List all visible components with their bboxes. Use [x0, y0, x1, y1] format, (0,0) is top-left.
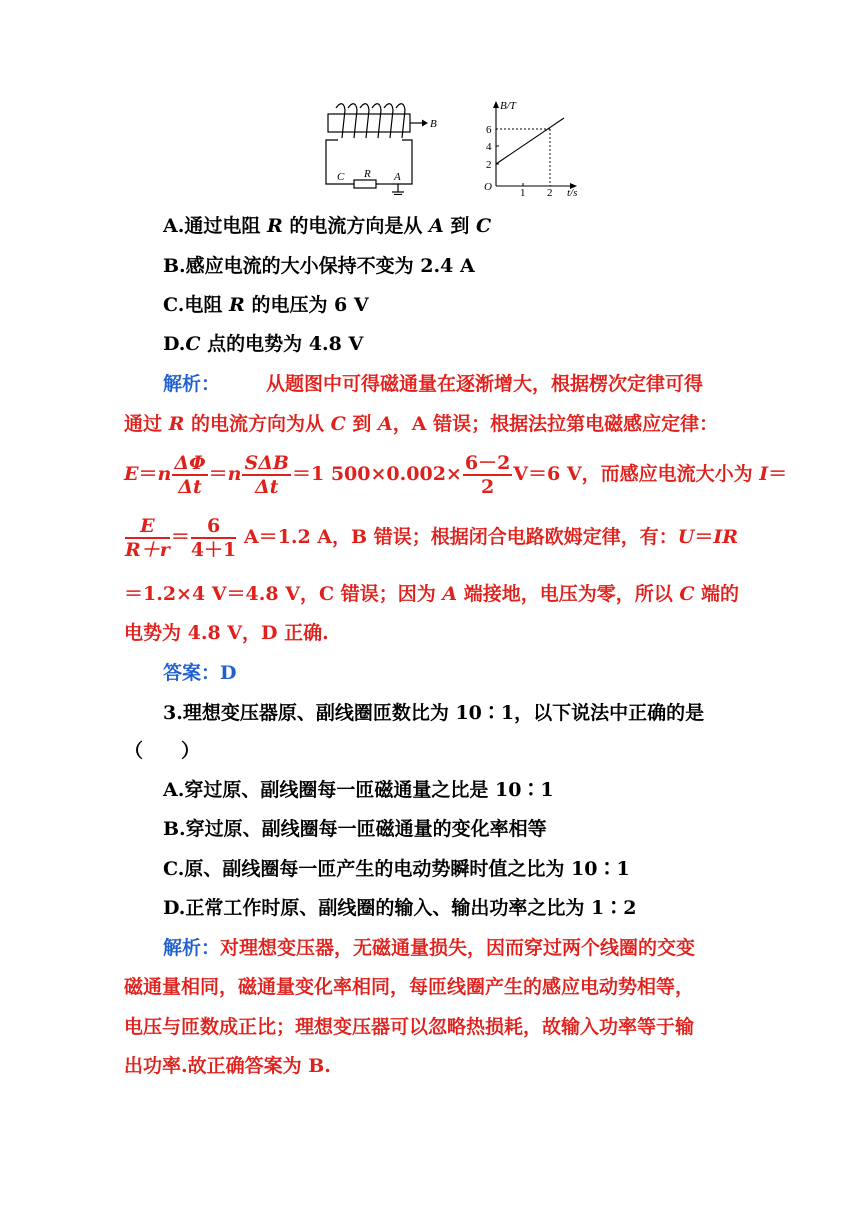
q3-option-c: C.原、副线圈每一匝产生的电动势瞬时值之比为 10∶1: [163, 858, 630, 880]
x-axis-label: t/s: [567, 187, 578, 198]
q2-analysis-line-1: 解析： 从题图中可得磁通量在逐渐增大，根据楞次定律可得: [163, 373, 704, 395]
y-tick-2: 2: [486, 159, 492, 171]
q2-option-b: B.感应电流的大小保持不变为 2.4 A: [163, 255, 475, 277]
q2-analysis-line-2: 通过 R 的电流方向为从 C 到 A，A 错误；根据法拉第电磁感应定律：: [124, 413, 719, 435]
q3-stem-1: 3.理想变压器原、副线圈匝数比为 10∶1，以下说法中正确的是: [163, 702, 705, 724]
origin-label: O: [484, 181, 492, 193]
fraction-dphi-dt: $\frac{\Delta\Phi}{\Delta t}$: [174, 452, 206, 498]
q2-analysis-line-5: ＝1.2×4 V＝4.8 V，C 错误；因为 A 端接地，电压为零，所以 C 端的: [124, 583, 740, 605]
label-a: A: [394, 171, 401, 183]
q3-stem-2: （ ）: [124, 740, 201, 762]
q2-option-a: A.通过电阻 R 的电流方向是从 A 到 C: [163, 215, 492, 237]
q3-analysis-line-2: 磁通量相同，磁通量变化率相同，每匝线圈产生的感应电动势相等，: [124, 976, 695, 998]
q3-analysis-line-4: 出功率.故正确答案为 B.: [124, 1055, 331, 1077]
y-axis-label: B/T: [500, 100, 516, 112]
y-tick-4: 4: [486, 141, 492, 153]
q2-option-d: D.C 点的电势为 4.8 V: [163, 333, 364, 355]
q3-analysis-label: 解析：: [163, 937, 221, 959]
fraction-e-over-r: $\frac{E}{R+r}$: [125, 515, 170, 561]
q3-analysis-line-1: 解析：对理想变压器，无磁通量损失，因而穿过两个线圈的交变: [163, 937, 696, 959]
bt-graph: [480, 98, 588, 198]
q3-option-d: D.正常工作时原、副线圈的输入、输出功率之比为 1∶2: [163, 897, 637, 919]
label-c: C: [337, 171, 345, 183]
analysis-label: 解析：: [163, 373, 221, 395]
fraction-6-2-over-2: $\frac{6-2}{2}$: [464, 452, 511, 498]
label-r: R: [364, 168, 371, 180]
circuit-figure: [318, 100, 440, 195]
q2-option-c: C.电阻 R 的电压为 6 V: [163, 294, 369, 316]
q2-analysis-line-6: 电势为 4.8 V，D 正确.: [124, 622, 329, 644]
q3-option-b: B.穿过原、副线圈每一匝磁通量的变化率相等: [163, 818, 547, 840]
q2-analysis-line-3: E＝n $\frac{\Delta\Phi}{\Delta t}$ ＝n $\frac{\text{SΔB}}{\Delta t}$ ＝1 500×0.002× $\frac{6-2}{2}$ V＝6 V，而感应电流大小为 I＝: [124, 452, 788, 498]
q2-answer: 答案：D: [163, 662, 237, 684]
q2-analysis-line-4: $\frac{E}{R+r}$ ＝ $\frac{6}{4+1}$ A＝1.2 A，B 错误；根据闭合电路欧姆定律，有：U＝IR: [125, 515, 739, 561]
fraction-6-over-5: $\frac{6}{4+1}$: [190, 515, 237, 561]
x-tick-2: 2: [547, 187, 553, 198]
q3-option-a: A.穿过原、副线圈每一匝磁通量之比是 10∶1: [163, 779, 554, 801]
x-tick-1: 1: [520, 187, 526, 198]
fraction-sdb-dt: $\frac{\text{SΔB}}{\Delta t}$: [244, 452, 289, 498]
label-b: B: [430, 118, 437, 130]
y-tick-6: 6: [486, 124, 492, 136]
q3-analysis-line-3: 电压与匝数成正比；理想变压器可以忽略热损耗，故输入功率等于输: [124, 1016, 695, 1038]
